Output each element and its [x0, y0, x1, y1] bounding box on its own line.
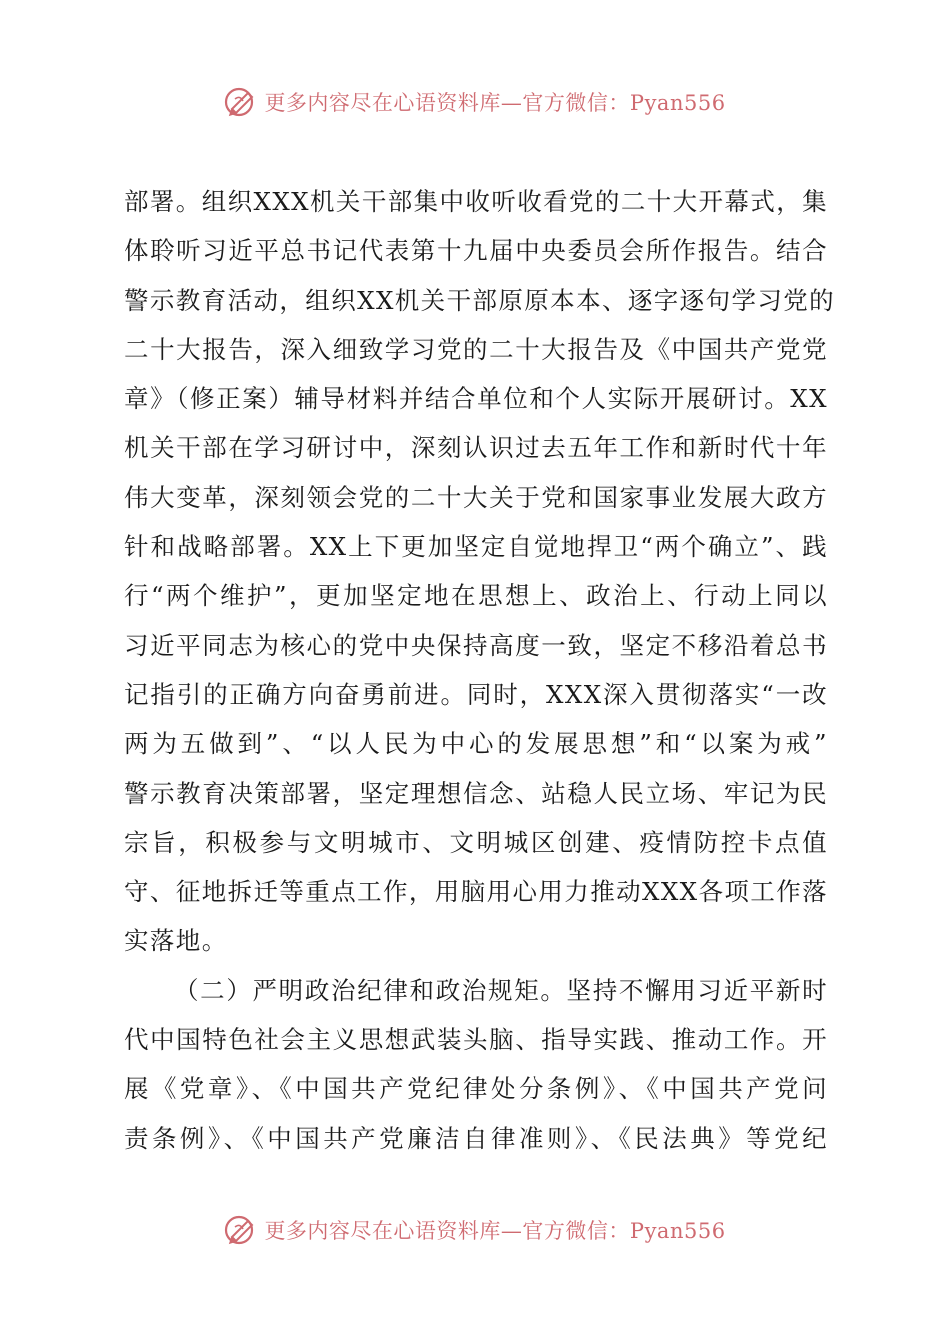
text-line: 警示教育活动，组织XX机关干部原原本本、逐字逐句学习党的	[124, 285, 836, 315]
text-line: 行“两个维护”，更加坚定地在思想上、政治上、行动上同以	[124, 581, 828, 611]
body-text	[124, 177, 836, 1163]
text-line: 警示教育决策部署，坚定理想信念、站稳人民立场、牢记为民	[124, 778, 828, 808]
watermark-text: 更多内容尽在心语资料库—官方微信：Pyan556	[264, 91, 726, 115]
text-line: 机关干部在学习研讨中，深刻认识过去五年工作和新时代十年	[124, 433, 828, 463]
pen-logo-icon	[224, 85, 258, 119]
text-line: 二十大报告，深入细致学习党的二十大报告及《中国共产党党	[124, 334, 828, 364]
footer-watermark	[0, 1210, 950, 1250]
text-line: 伟大变革，深刻领会党的二十大关于党和国家事业发展大政方	[124, 482, 828, 512]
watermark-text: 更多内容尽在心语资料库—官方微信：Pyan556	[264, 1219, 726, 1243]
text-line: 两为五做到”、“以人民为中心的发展思想”和“以案为戒”	[124, 729, 828, 759]
text-line: 守、征地拆迁等重点工作，用脑用心用力推动XXX各项工作落	[124, 877, 829, 907]
section-heading-line: （二）严明政治纪律和政治规矩。坚持不懈用习近平新时	[174, 975, 828, 1005]
text-line: 责条例》、《中国共产党廉洁自律准则》、《民法典》等党纪	[124, 1123, 828, 1153]
text-line: 部署。组织XXX机关干部集中收听收看党的二十大开幕式，集	[124, 187, 829, 216]
text-line: 宗旨，积极参与文明城市、文明城区创建、疫情防控卡点值	[124, 827, 828, 857]
text-line: 记指引的正确方向奋勇前进。同时，XXX深入贯彻落实“一改	[124, 679, 828, 709]
paragraph-end-line: 实落地。	[124, 926, 228, 956]
text-line: 针和战略部署。XX上下更加坚定自觉地捍卫“两个确立”、践	[124, 532, 828, 562]
text-line: 章》（修正案）辅导材料并结合单位和个人实际开展研讨。XX	[124, 384, 828, 414]
text-line: 习近平同志为核心的党中央保持高度一致，坚定不移沿着总书	[124, 630, 828, 660]
pen-logo-icon	[224, 1213, 258, 1247]
text-line: 展《党章》、《中国共产党纪律处分条例》、《中国共产党问	[124, 1074, 828, 1104]
header-watermark	[0, 82, 950, 122]
text-line: 代中国特色社会主义思想武装头脑、指导实践、推动工作。开	[124, 1025, 828, 1055]
text-line: 体聆听习近平总书记代表第十九届中央委员会所作报告。结合	[124, 236, 828, 266]
